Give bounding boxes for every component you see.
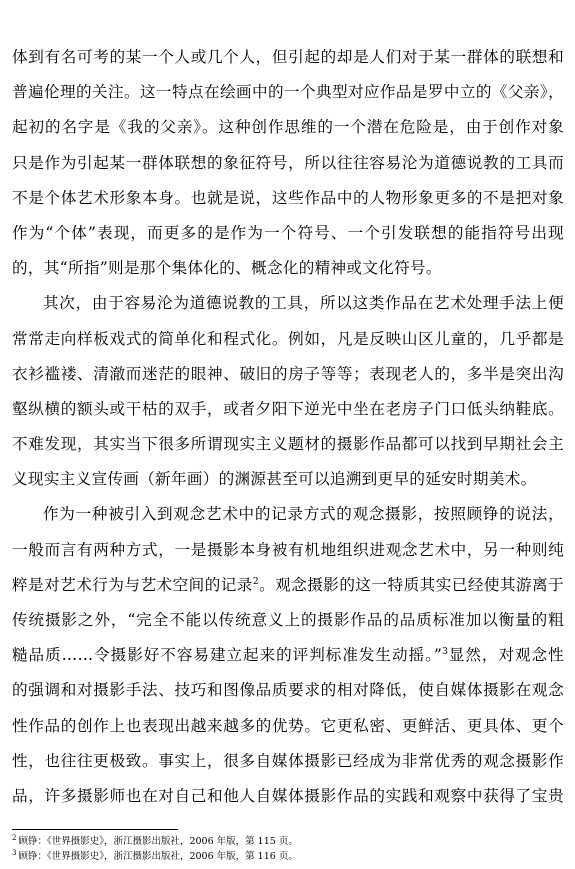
footnote-text: 顾铮：《世界摄影史》，浙江摄影出版社，2006 年版，第 116 页。: [18, 851, 298, 862]
paragraph-line: 常常走向样板戏式的简单化和程式化。例如，凡是反映山区儿童的，几乎都是: [12, 329, 564, 348]
paragraph-line: 不难发现，其实当下很多所谓现实主义题材的摄影作品都可以找到早期社会主: [12, 435, 564, 454]
footnotes: [12, 834, 564, 864]
footnote-2: [12, 834, 564, 849]
paragraph-line-first: 其次，由于容易沦为道德说教的工具，所以这类作品在艺术处理手法上便: [43, 294, 564, 313]
paragraph-line: 作为“个体”表现，而更多的是作为一个符号、一个引发联想的能指符号出现: [12, 223, 564, 242]
paragraph-line: 只是作为引起某一群体联想的象征符号，所以往往容易沦为道德说教的工具而: [12, 153, 564, 172]
paragraph-line: 一般而言有两种方式，一是摄影本身被有机地组织进观念艺术中，另一种则纯: [12, 540, 564, 559]
footnote-ref-3: 3: [442, 647, 449, 657]
line-segment: 糙品质……令摄影好不容易建立起来的评判标准发生动摇。”: [12, 646, 443, 665]
footnote-3: [12, 849, 564, 864]
paragraph-line-first: 作为一种被引入到观念艺术中的记录方式的观念摄影，按照顾铮的说法，: [43, 505, 564, 524]
paragraph-line: 起初的名字是《我的父亲》。这种创作思维的一个潜在危险是，由于创作对象: [12, 118, 564, 137]
paragraph-line: 的强调和对摄影手法、技巧和图像品质要求的相对降低，使自媒体摄影在观念: [12, 681, 564, 700]
paragraph-line-with-footnote: [12, 568, 564, 603]
paragraph-line-last: 义现实主义宣传画（新年画）的渊源甚至可以追溯到更早的延安时期美术。: [12, 470, 537, 489]
paragraph-line: 性，也往往更极致。事实上，很多自媒体摄影已经成为非常优秀的观念摄影作: [12, 751, 564, 770]
document-body: [12, 40, 564, 814]
paragraph-line: 不是个体艺术形象本身。也就是说，这些作品中的人物形象更多的不是把对象: [12, 188, 564, 207]
paragraph-line: 普遍伦理的关注。这一特点在绘画中的一个典型对应作品是罗中立的《父亲》，: [12, 83, 564, 102]
footnote-text: 顾铮：《世界摄影史》，浙江摄影出版社，2006 年版，第 115 页。: [18, 836, 298, 847]
line-segment: 。观念摄影的这一特质其实已经使其游离于: [258, 575, 564, 594]
paragraph-line: 传统摄影之外，“完全不能以传统意义上的摄影作品的品质标准加以衡量的粗: [12, 611, 564, 629]
line-segment: 粹是对艺术行为与艺术空间的记录: [12, 575, 253, 594]
paragraph-line: 衣衫褴褛、清澈而迷茫的眼神、破旧的房子等等；表现老人的，多半是突出沟: [12, 364, 564, 383]
footnote-ref-2: 2: [252, 576, 259, 587]
paragraph-line: 品，许多摄影师也在对自己和他人自媒体摄影作品的实践和观察中获得了宝贵: [12, 786, 564, 805]
paragraph-line-with-footnote: [12, 638, 564, 673]
paragraph-line-last: 的，其“所指”则是那个集体化的、概念化的精神或文化符号。: [12, 259, 442, 278]
footnote-number: 3: [12, 848, 17, 857]
paragraph-line: 壑纵横的额头或干枯的双手，或者夕阳下逆光中坐在老房子门口低头纳鞋底。: [12, 399, 564, 418]
footnote-divider: [12, 829, 178, 830]
line-segment: 显然，对观念性: [448, 646, 564, 665]
paragraph-line: 体到有名可考的某一个人或几个人，但引起的却是人们对于某一群体的联想和: [12, 48, 564, 66]
footnote-number: 2: [12, 833, 17, 842]
paragraph-line: 性作品的创作上也表现出越来越多的优势。它更私密、更鲜活、更具体、更个: [12, 716, 564, 735]
